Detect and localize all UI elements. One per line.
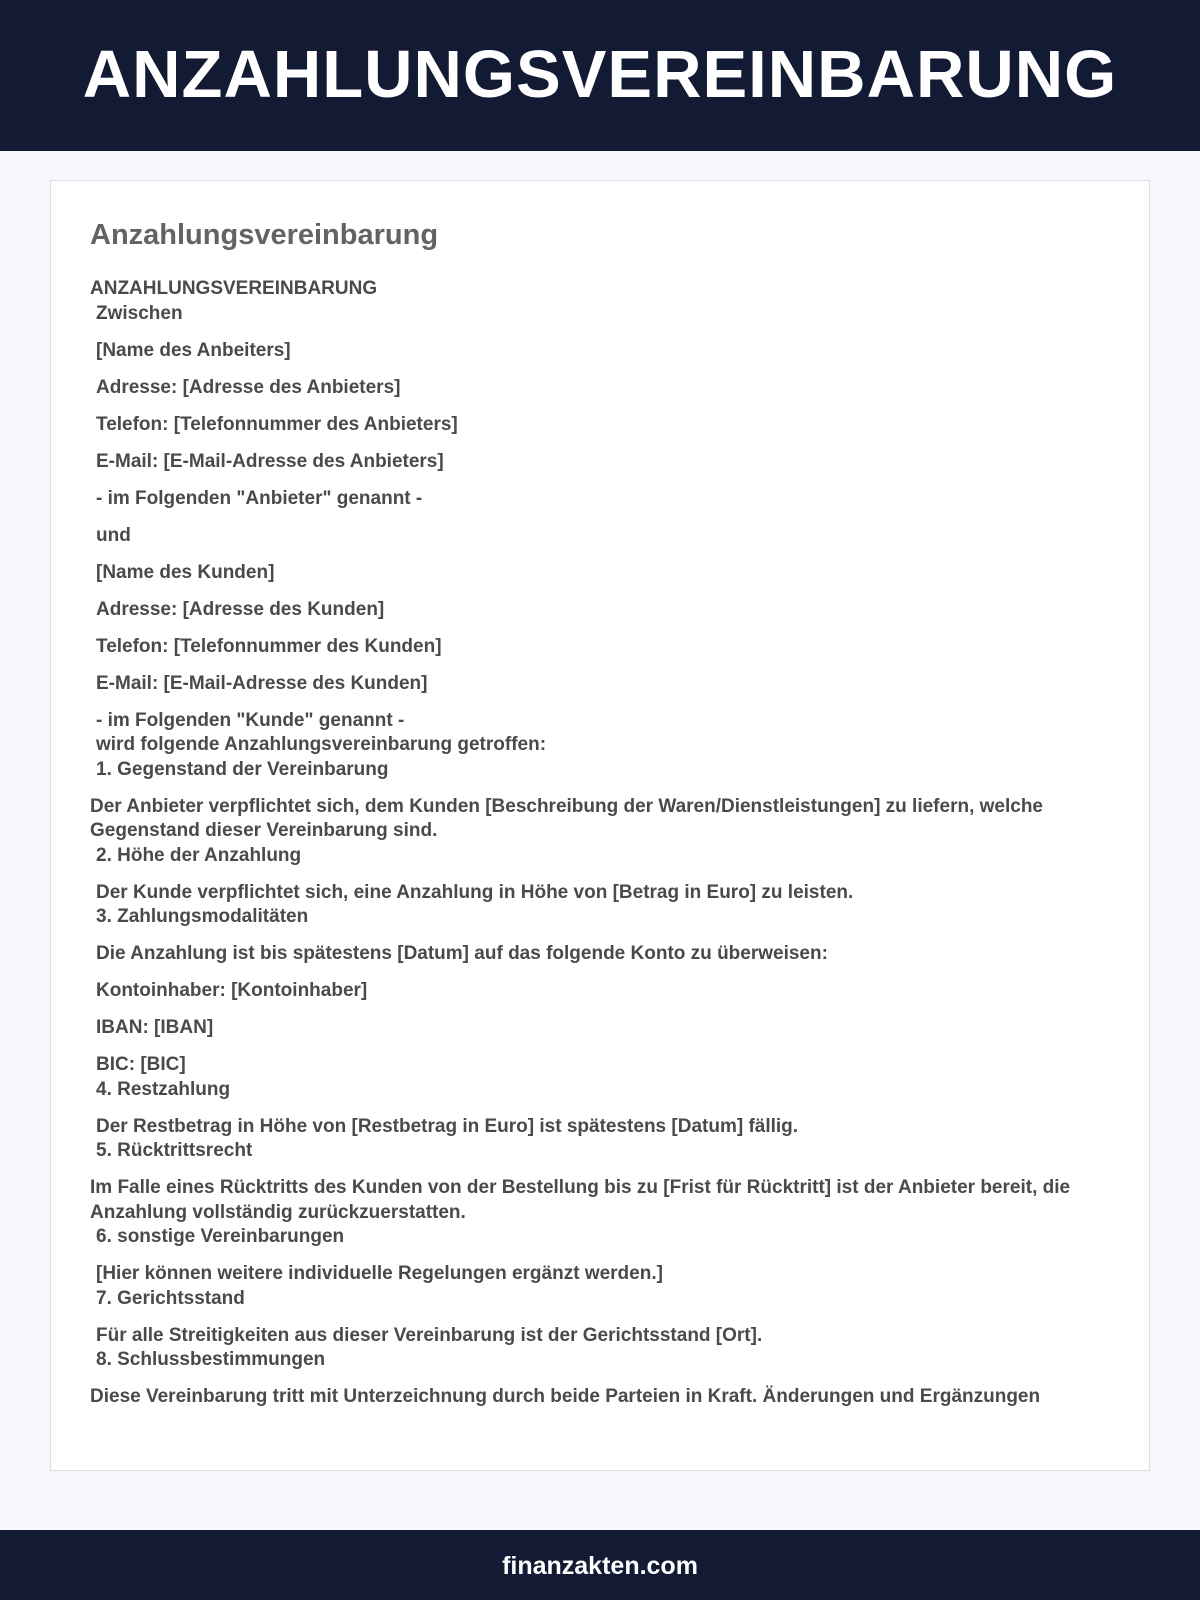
document-line: Der Anbieter verpflichtet sich, dem Kunden [Beschreibung der Waren/Dienstleistungen] zu liefern, welche Gegenstand dieser Vereinbarung sind. [90,795,1049,841]
document-line: [Name des Kunden] [96,561,275,583]
page-header [0,0,1200,151]
header-title: ANZAHLUNGSVEREINBARUNG [82,37,1118,112]
document-line: - im Folgenden "Kunde" genannt - [96,709,405,731]
document-line: Kontoinhaber: [Kontoinhaber] [96,980,368,1001]
document-line: 4. Restzahlung [96,1078,231,1100]
document-line: Der Restbetrag in Höhe von [Restbetrag in Euro] ist spätestens [Datum] fällig. [96,1115,799,1137]
document-line: ANZAHLUNGSVEREINBARUNG [90,278,378,299]
document-line: Im Falle eines Rücktritts des Kunden von der Bestellung bis zu [Frist für Rücktritt] ist der Anbieter bereit, die Anzahlung vollständig zurückzuerstatten. [90,1177,1075,1223]
document-line: IBAN: [IBAN] [96,1017,214,1038]
document-line: Die Anzahlung ist bis spätestens [Datum] auf das folgende Konto zu überweisen: [96,943,828,964]
document-line: 5. Rücktrittsrecht [96,1140,253,1161]
document-line: 1. Gegenstand der Vereinbarung [96,758,389,780]
document-line: BIC: [BIC] [96,1054,186,1075]
document-line: E-Mail: [E-Mail-Adresse des Anbieters] [96,450,444,472]
document-line: 3. Zahlungsmodalitäten [96,906,309,927]
footer-site-name[interactable]: finanzakten.com [502,1551,698,1580]
document-line: 8. Schlussbestimmungen [96,1349,326,1370]
document-line: - im Folgenden "Anbieter" genannt - [96,487,423,509]
document-line: Zwischen [96,302,183,324]
document-line: Adresse: [Adresse des Anbieters] [96,376,401,398]
document-line: Der Kunde verpflichtet sich, eine Anzahlung in Höhe von [Betrag in Euro] zu leisten. [96,881,854,903]
document-line: E-Mail: [E-Mail-Adresse des Kunden] [96,672,428,694]
document-card [50,180,1150,1471]
document-line: Für alle Streitigkeiten aus dieser Vereinbarung ist der Gerichtsstand [Ort]. [96,1324,763,1346]
document-line: Adresse: [Adresse des Kunden] [96,598,385,620]
page-footer [0,1530,1200,1600]
document-title: Anzahlungsvereinbarung [90,219,439,251]
document-line: und [96,524,131,546]
document-line: Diese Vereinbarung tritt mit Unterzeichnung durch beide Parteien in Kraft. Änderungen und Ergänzungen [90,1386,1041,1407]
document-line: 6. sonstige Vereinbarungen [96,1226,345,1247]
document-line: [Hier können weitere individuelle Regelungen ergänzt werden.] [96,1263,663,1284]
document-line: Telefon: [Telefonnummer des Kunden] [96,635,442,657]
document-line: 2. Höhe der Anzahlung [96,844,302,866]
document-line: [Name des Anbeiters] [96,339,291,361]
document-line: wird folgende Anzahlungsvereinbarung getroffen: [96,734,547,755]
document-body [90,277,1111,1410]
document-line: Telefon: [Telefonnummer des Anbieters] [96,413,458,435]
document-line: 7. Gerichtsstand [96,1287,245,1309]
